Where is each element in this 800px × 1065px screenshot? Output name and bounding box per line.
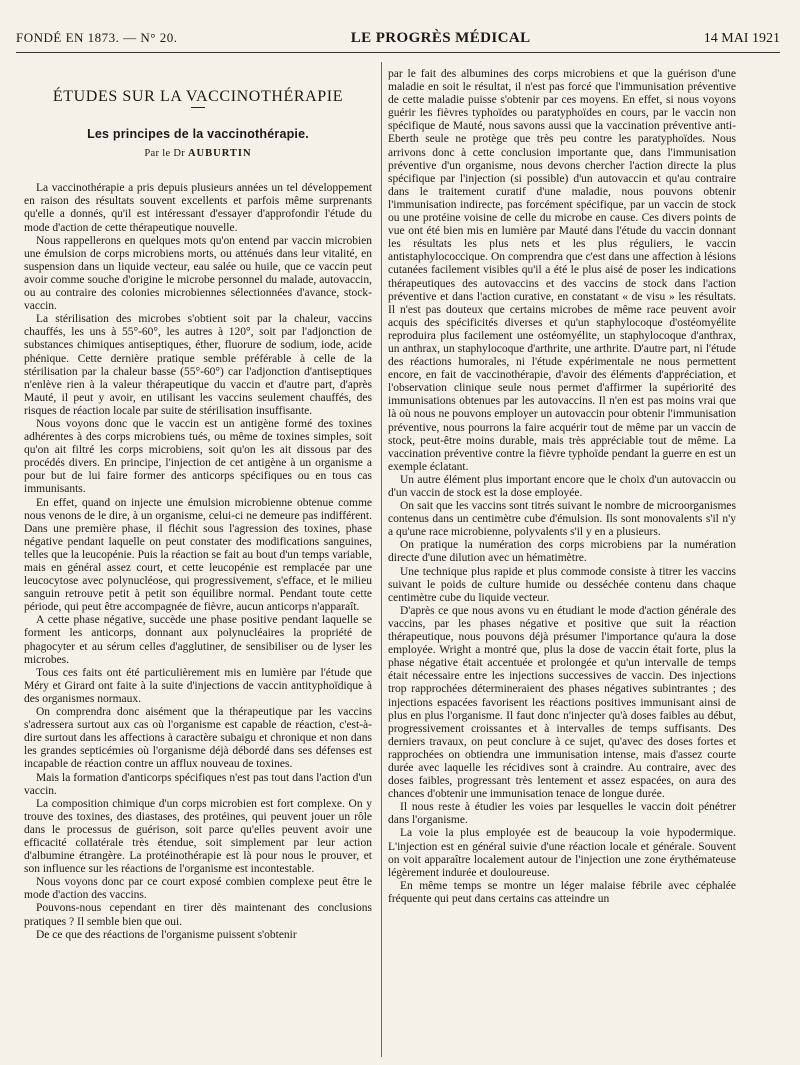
paragraph: Il nous reste à étudier les voies par lesquelles le vaccin doit pénétrer dans l'organisme. <box>388 801 736 827</box>
paragraph: A cette phase négative, succède une phase positive pendant laquelle se forment les anticorps, donnant aux polynucléaires la propriété de phagocyter et au sérum celles d'agglutiner, de sensibiliser ou de lyser les microbes. <box>24 614 372 666</box>
header-founded: FONDÉ EN 1873. — N° 20. <box>16 30 178 45</box>
byline-prefix: Par le Dr <box>144 148 186 160</box>
left-column <box>24 66 372 942</box>
article-subtitle: Les principes de la vaccinothérapie. <box>87 127 309 142</box>
header-date: 14 MAI 1921 <box>703 31 780 46</box>
paragraph: De ce que des réactions de l'organisme puissent s'obtenir <box>36 928 297 941</box>
paragraph: Un autre élément plus important encore que le choix d'un autovaccin ou d'un vaccin de stock est la dose employée. <box>388 473 736 499</box>
paragraph: Une technique plus rapide et plus commode consiste à titrer les vaccins suivant le poids de culture humide ou desséchée contenu dans chaque centimètre cube du liquide vecteur. <box>388 565 736 604</box>
paragraph: En même temps se montre un léger malaise fébrile avec céphalée fréquente qui peut dans certains cas atteindre un <box>388 879 736 905</box>
paragraph: D'après ce que nous avons vu en étudiant le mode d'action générale des vaccins, par les phases négative et positive que suit la réaction thérapeutique, nous pouvons déjà présumer l'importance qu'aura la dose employée. Wright a montré que, plus la dose de vaccin était forte, plus la phase négative était accentuée et prolongée et qu'un intervalle de temps était nécessaire entre les injections successives de vaccin. Des injections trop rapprochées détermineraient des phases négatives subintrantes ; des injections espacées favorisent les réactions positives immunisant ainsi de plus en plus l'organisme. Il faut donc n'injecter qu'à doses faibles au début, progressivement croissantes et à intervalles de temps suffisants. Des derniers travaux, on peut conclure à ce sujet, qu'avec des doses fortes et rapprochées on obtiendra une immunisation intense, mais d'assez courte durée avec laquelle les récidives sont à craindre. Au contraire, avec des doses faibles, progressant très lentement et assez espacées, on aura des chances d'obtenir une immunisation tenace de longue durée. <box>388 604 736 801</box>
paragraph: Tous ces faits ont été particulièrement mis en lumière par l'étude que Méry et Girard ont faite à la suite d'injections de vaccin antityphoïdique à des organismes normaux. <box>24 666 372 705</box>
byline <box>24 147 372 160</box>
column-divider <box>381 62 382 1057</box>
right-column-text <box>388 68 736 906</box>
paragraph: La vaccinothérapie a pris depuis plusieurs années un tel développement en raison des résultats souvent excellents et parfois même surprenants qu'elle a donnés, qu'il est intéressant d'essayer d'approfondir l'étude du mode d'action de cette thérapeutique nouvelle. <box>24 182 372 234</box>
paragraph: Nous voyons donc que le vaccin est un antigène formé des toxines adhérentes à des corps microbiens tués, ou même de toxines simples, soit qu'on ait filtré les corps microbiens, soit qu'on les ait dissous par des procédés divers. En principe, l'injection de cet antigène à un organisme a pour but de lui faire former des anticorps spécifiques ou en tous cas immunisants. <box>24 417 372 496</box>
right-column <box>388 68 736 906</box>
paragraph: On comprendra donc aisément que la thérapeutique par les vaccins s'adressera surtout aux cas où l'organisme est capable de réaction, c'est-à-dire surtout dans les affections à caractère subaigu et chronique et non dans les grandes septicémies où l'organisme déjà débordé dans ses défenses est incapable de réaction contre un afflux nouveau de toxines. <box>24 706 372 771</box>
paragraph: On sait que les vaccins sont titrés suivant le nombre de microorganismes contenus dans un centimètre cube d'émulsion. Ils sont monovalents s'il n'y a qu'une race microbienne, polyvalents s'il y en a plusieurs. <box>388 500 736 539</box>
left-column-text <box>24 182 372 941</box>
title-rule <box>191 107 205 108</box>
paragraph: Nous rappellerons en quelques mots qu'on entend par vaccin microbien une émulsion de corps microbiens morts, ou atténués dans leur vitalité, en suspension dans un liquide vecteur, eau salée ou huile, que ce vaccin peut avoir comme souche d'origine le microbe personnel du malade, autovaccin, ou au contraire des colonies microbiennes sélectionnées d'avance, stock-vaccin. <box>24 234 372 313</box>
journal-title: LE PROGRÈS MÉDICAL <box>350 30 531 46</box>
paragraph: En effet, quand on injecte une émulsion microbienne obtenue comme nous venons de le dire, à un organisme, celui-ci ne demeure pas indifférent. Dans une première phase, il fléchit sous l'agression des toxines, phase négative pendant laquelle on peut constater des modifications sanguines, telles que la leucopénie. Puis la réaction se fait au bout d'un temps variable, mais en général assez court, et cette leucopénie est remplacée par une leucocytose avec polynucléose, qui progressivement, s'efface, et le milieu sanguin retrouve petit à petit son équilibre normal. Pendant toute cette période, qui peut être accompagnée de fièvre, aucun anticorps n'apparaît. <box>24 496 372 614</box>
paragraph: Pouvons-nous cependant en tirer dès maintenant des conclusions pratiques ? Il semble bien que oui. <box>24 902 372 928</box>
paragraph: Mais la formation d'anticorps spécifiques n'est pas tout dans l'action d'un vaccin. <box>24 771 372 797</box>
paragraph: On pratique la numération des corps microbiens par la numération directe d'une dilution avec un hématimètre. <box>388 539 736 565</box>
paragraph: La stérilisation des microbes s'obtient soit par la chaleur, vaccins chauffés, les uns à 55°-60°, les autres à 120°, soit par l'adjonction de substances chimiques antiseptiques, éther, fluorure de sodium, iode, acide phénique. Cette dernière pratique semble préférable à celle de la stérilisation par la chaleur basse (55°-60°) car l'adjonction d'antiseptiques n'enlève rien à la valeur thérapeutique du vaccin et d'autre part, d'après Mauté, il peut y avoir, en utilisant les vaccins seulement chauffés, des risques de réaction locale par suite de stérilisation insuffisante. <box>24 313 372 417</box>
author-name: AUBURTIN <box>187 148 252 160</box>
paragraph: La composition chimique d'un corps microbien est fort complexe. On y trouve des toxines, des diastases, des protéines, qui peuvent jouer un rôle dans le processus de guérison, soit parce qu'elles peuvent avoir une efficacité collatérale très étendue, soit simplement par leur action d'albumine étrangère. La protéinothérapie est là pour nous le prouver, et son influence sur les réactions de l'organisme est incontestable. <box>24 797 372 876</box>
paragraph: par le fait des albumines des corps microbiens et que la guérison d'une maladie en soit le résultat, il n'est pas forcé que l'immunisation préventive de cette maladie puisse s'obtenir par ces moyens. En effet, si nous voyons guérir les fièvres typhoïdes ou paratyphoïdes en cours, par le vaccin non spécifique de Mauté, nous savons aussi que la vaccination préventive anti-Eberth seule ne protège que très peu contre les paratyphoïdes. Nous arrivons donc à cette conclusion importante que, dans l'immunisation préventive d'un organisme, nous devons chercher l'action directe la plus spécifique par l'injection (si possible) d'un autovaccin et qu'au contraire dans le traitement curatif d'une maladie, nous pouvons obtenir l'immunisation indirecte, pas forcément spécifique, par un vaccin de stock ou une protéine voisine de celle du microbe en cause. Ces divers points de vue ont été bien mis en lumière par Mauté dans l'étude du vaccin donnant les résultats les plus nets et les plus réguliers, le vaccin antistaphylococcique. On comprendra que c'est dans une affection à lésions cutanées facilement visibles qu'il a été le plus aisé de poser les indications thérapeutiques des autovaccins et des vaccins de stock dans l'action préventive et dans l'action curative, en constatant « de visu » les résultats. Il n'est pas douteux que certains microbes de même race peuvent avoir acquis des spécificités diverses et qu'un staphylocoque d'ostéomyélite reproduira plus facilement une ostéomyélite, un staphylocoque d'anthrax, un anthrax, un staphylocoque d'arthrite, une arthrite. D'autre part, ni l'étude des réactions humorales, ni l'étude expérimentale ne nous permettent encore, en fait de vaccinothérapie, d'avoir des éléments d'appréciation, et l'observation clinique seule nous permet d'affirmer la supériorité des immunisations obtenues par les autovaccins. Il n'en est pas moins vrai que là où nous ne pouvons employer un autovaccin pour obtenir l'immunisation préventive, nous pourrons la faire acquérir tout de même par un vaccin de stock, peut-être moins durable, mais très appréciable tout de même. La vaccination préventive contre la fièvre typhoïde pendant la guerre en est un exemple éclatant. <box>388 68 736 473</box>
paragraph: La voie la plus employée est de beaucoup la voie hypodermique. L'injection est en général suivie d'une réaction locale et générale. Souvent on voit apparaître localement autour de l'injection une zone érythémateuse légèrement indurée et douloureuse. <box>388 827 736 879</box>
paragraph: Nous voyons donc par ce court exposé combien complexe peut être le mode d'action des vaccins. <box>24 876 372 902</box>
running-header <box>16 30 780 53</box>
article-title: ÉTUDES SUR LA VACCINOTHÉRAPIE <box>52 88 344 105</box>
